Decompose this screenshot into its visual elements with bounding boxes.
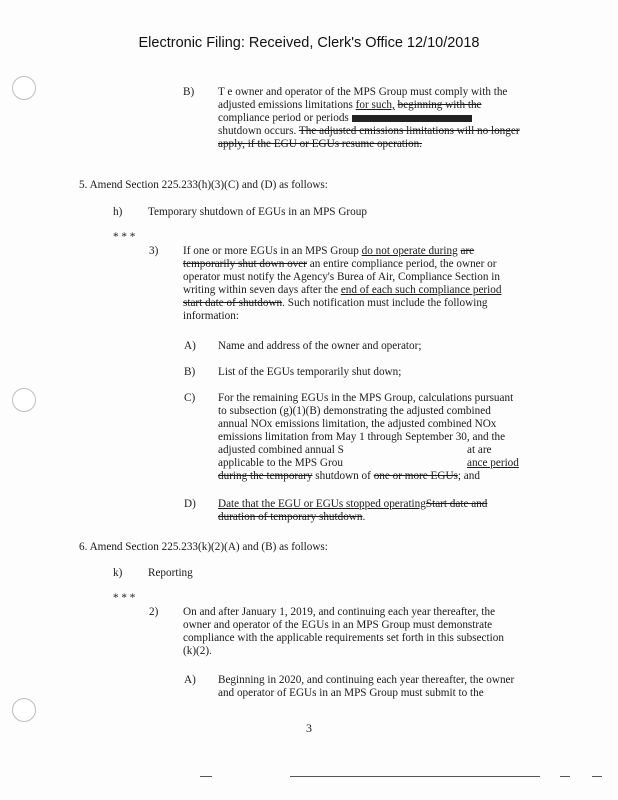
p3-line-3: operator must notify the Agency's Burea of Air, Compliance Section in <box>183 271 500 283</box>
p2-line-4: (k)(2). <box>183 645 212 657</box>
item-6-heading: 6. Amend Section 225.233(k)(2)(A) and (B) as follows: <box>79 541 328 553</box>
h-label: h) <box>113 206 123 218</box>
c-line-1: For the remaining EGUs in the MPS Group, calculations pursuant <box>218 392 514 404</box>
redaction-mark <box>352 115 472 122</box>
c-line-2: to subsection (g)(1)(B) demonstrating the adjusted combined <box>218 405 491 417</box>
b1-line-4: shutdown occurs. The adjusted emissions limitations will no longer <box>218 125 520 137</box>
p3-line-6: information: <box>183 310 239 322</box>
a2-label: A) <box>184 674 196 686</box>
b1-label: B) <box>183 86 195 98</box>
p2-line-2: owner and operator of the EGUs in an MPS Group must demonstrate <box>183 619 493 631</box>
p2-line-1: On and after January 1, 2019, and continuing each year thereafter, the <box>183 606 496 618</box>
b1-line-5: apply, if the EGU or EGUs resume operation. <box>218 138 423 150</box>
scan-artifact-dash-2 <box>560 776 570 777</box>
d-line-1: Date that the EGU or EGUs stopped operatingStart date and <box>218 498 488 510</box>
c-line-5b: at are <box>467 444 492 456</box>
c-line-5a: adjusted combined annual S <box>218 444 344 456</box>
c-line-6a: applicable to the MPS Grou <box>218 457 343 469</box>
p2-label: 2) <box>149 606 159 618</box>
punch-hole-middle <box>12 388 36 412</box>
k-label: k) <box>113 567 123 579</box>
p3-line-4: writing within seven days after the end of each such compliance period <box>183 284 502 296</box>
a2-line-2: and operator of EGUs in an MPS Group must submit to the <box>218 687 484 699</box>
punch-hole-top <box>12 76 36 100</box>
p3-line-5: start date of shutdown. Such notification must include the following <box>183 297 488 309</box>
a-label: A) <box>184 340 196 352</box>
item-5-heading: 5. Amend Section 225.233(h)(3)(C) and (D) as follows: <box>79 179 328 191</box>
p3-line-2: temporarily shut down over an entire compliance period, the owner or <box>183 258 497 270</box>
d-line-2: duration of temporary shutdown. <box>218 511 366 523</box>
c-line-6b: ance period <box>467 457 519 469</box>
ellipsis-stars-1: * * * <box>113 231 136 243</box>
bb-text: List of the EGUs temporarily shut down; <box>218 366 402 378</box>
filing-header: Electronic Filing: Received, Clerk's Office 12/10/2018 <box>138 35 480 51</box>
c-label: C) <box>184 392 196 404</box>
scan-artifact-dash-1 <box>200 776 212 777</box>
bb-label: B) <box>184 366 196 378</box>
a-text: Name and address of the owner and operator; <box>218 340 422 352</box>
ellipsis-stars-2: * * * <box>113 592 136 604</box>
p3-label: 3) <box>149 245 159 257</box>
scan-artifact-line <box>290 776 540 777</box>
b1-line-1: T e owner and operator of the MPS Group must comply with the <box>218 86 508 98</box>
c-line-7: during the temporary shutdown of one or more EGUs; and <box>218 470 480 482</box>
p3-line-1: If one or more EGUs in an MPS Group do not operate during are <box>183 245 475 257</box>
d-label: D) <box>184 498 196 510</box>
b1-line-2: adjusted emissions limitations for such, beginning with the <box>218 99 482 111</box>
page-number: 3 <box>306 721 312 735</box>
a2-line-1: Beginning in 2020, and continuing each year thereafter, the owner <box>218 674 515 686</box>
c-line-3: annual NOx emissions limitation, the adjusted combined NOx <box>218 418 497 430</box>
h-title: Temporary shutdown of EGUs in an MPS Group <box>148 206 367 218</box>
k-title: Reporting <box>148 567 193 579</box>
punch-hole-bottom <box>12 698 36 722</box>
scan-artifact-dash-3 <box>592 776 602 777</box>
c-line-4: emissions limitation from May 1 through September 30, and the <box>218 431 506 443</box>
p2-line-3: compliance with the applicable requirements set forth in this subsection <box>183 632 504 644</box>
b1-line-3: compliance period or periods <box>218 112 472 125</box>
